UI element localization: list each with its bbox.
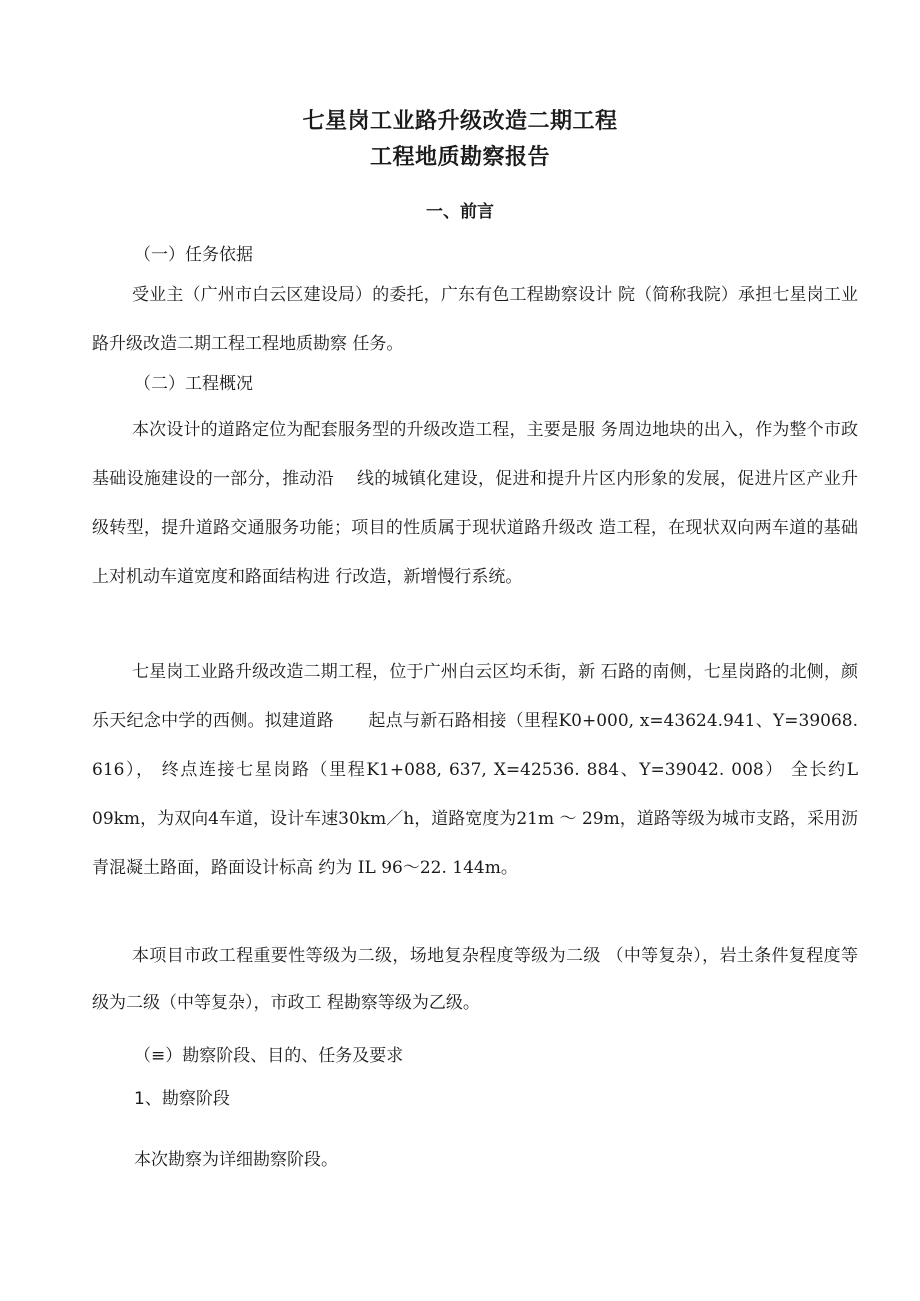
paragraph-project-grading: 本项目市政工程重要性等级为二级，场地复杂程度等级为二级 （中等复杂），岩土条件复程度等级为二级（中等复杂），市政工 程勘察等级为乙级。 <box>92 946 858 1013</box>
paragraph-survey-stage: 本次勘察为详细勘察阶段。 <box>134 1150 338 1170</box>
section-heading-preface: 一、前言 <box>426 202 494 222</box>
subheading-survey-stage: （≡）勘察阶段、目的、任务及要求 <box>134 1046 404 1066</box>
document-title: 七星岗工业路升级改造二期工程 <box>302 109 618 134</box>
subheading-survey-stage-1: 1、勘察阶段 <box>134 1089 230 1109</box>
paragraph-project-location: 七星岗工业路升级改造二期工程，位于广州白云区均禾街，新 石路的南侧，七星岗路的北侧，颜乐天纪念中学的西侧。拟建道路 起点与新石路相接（里程K0+000, x=43624.941、Y=39068. 616）， 终点连接七星岗路（里程K1+088, 637, X=42536. 884、Y=39042. 008） 全长约L 09km，为双向4车道，设计车速30km／h，道路宽度为21m ～ 29m，道路等级为城市支路，采用沥青混凝土路面，路面设计标高 约为 IL 96～22. 144m。 <box>92 662 858 878</box>
paragraph-task-basis: 受业主（广州市白云区建设局）的委托，广东有色工程勘察设计 院（简称我院）承担七星岗工业路升级改造二期工程工程地质勘察 任务。 <box>92 285 858 354</box>
subheading-project-overview: （二）工程概况 <box>134 374 253 394</box>
subheading-task-basis: （一）任务依据 <box>134 245 253 265</box>
document-subtitle: 工程地质勘察报告 <box>369 145 550 170</box>
paragraph-project-overview: 本次设计的道路定位为配套服务型的升级改造工程，主要是服 务周边地块的出入，作为整个市政基础设施建设的一部分，推动沿 线的城镇化建设，促进和提升片区内形象的发展，促进片区产业升 级转型，提升道路交通服务功能；项目的性质属于现状道路升级改 造工程，在现状双向两车道的基础上对机动车道宽度和路面结构进 行改造，新增慢行系统。 <box>92 420 881 587</box>
